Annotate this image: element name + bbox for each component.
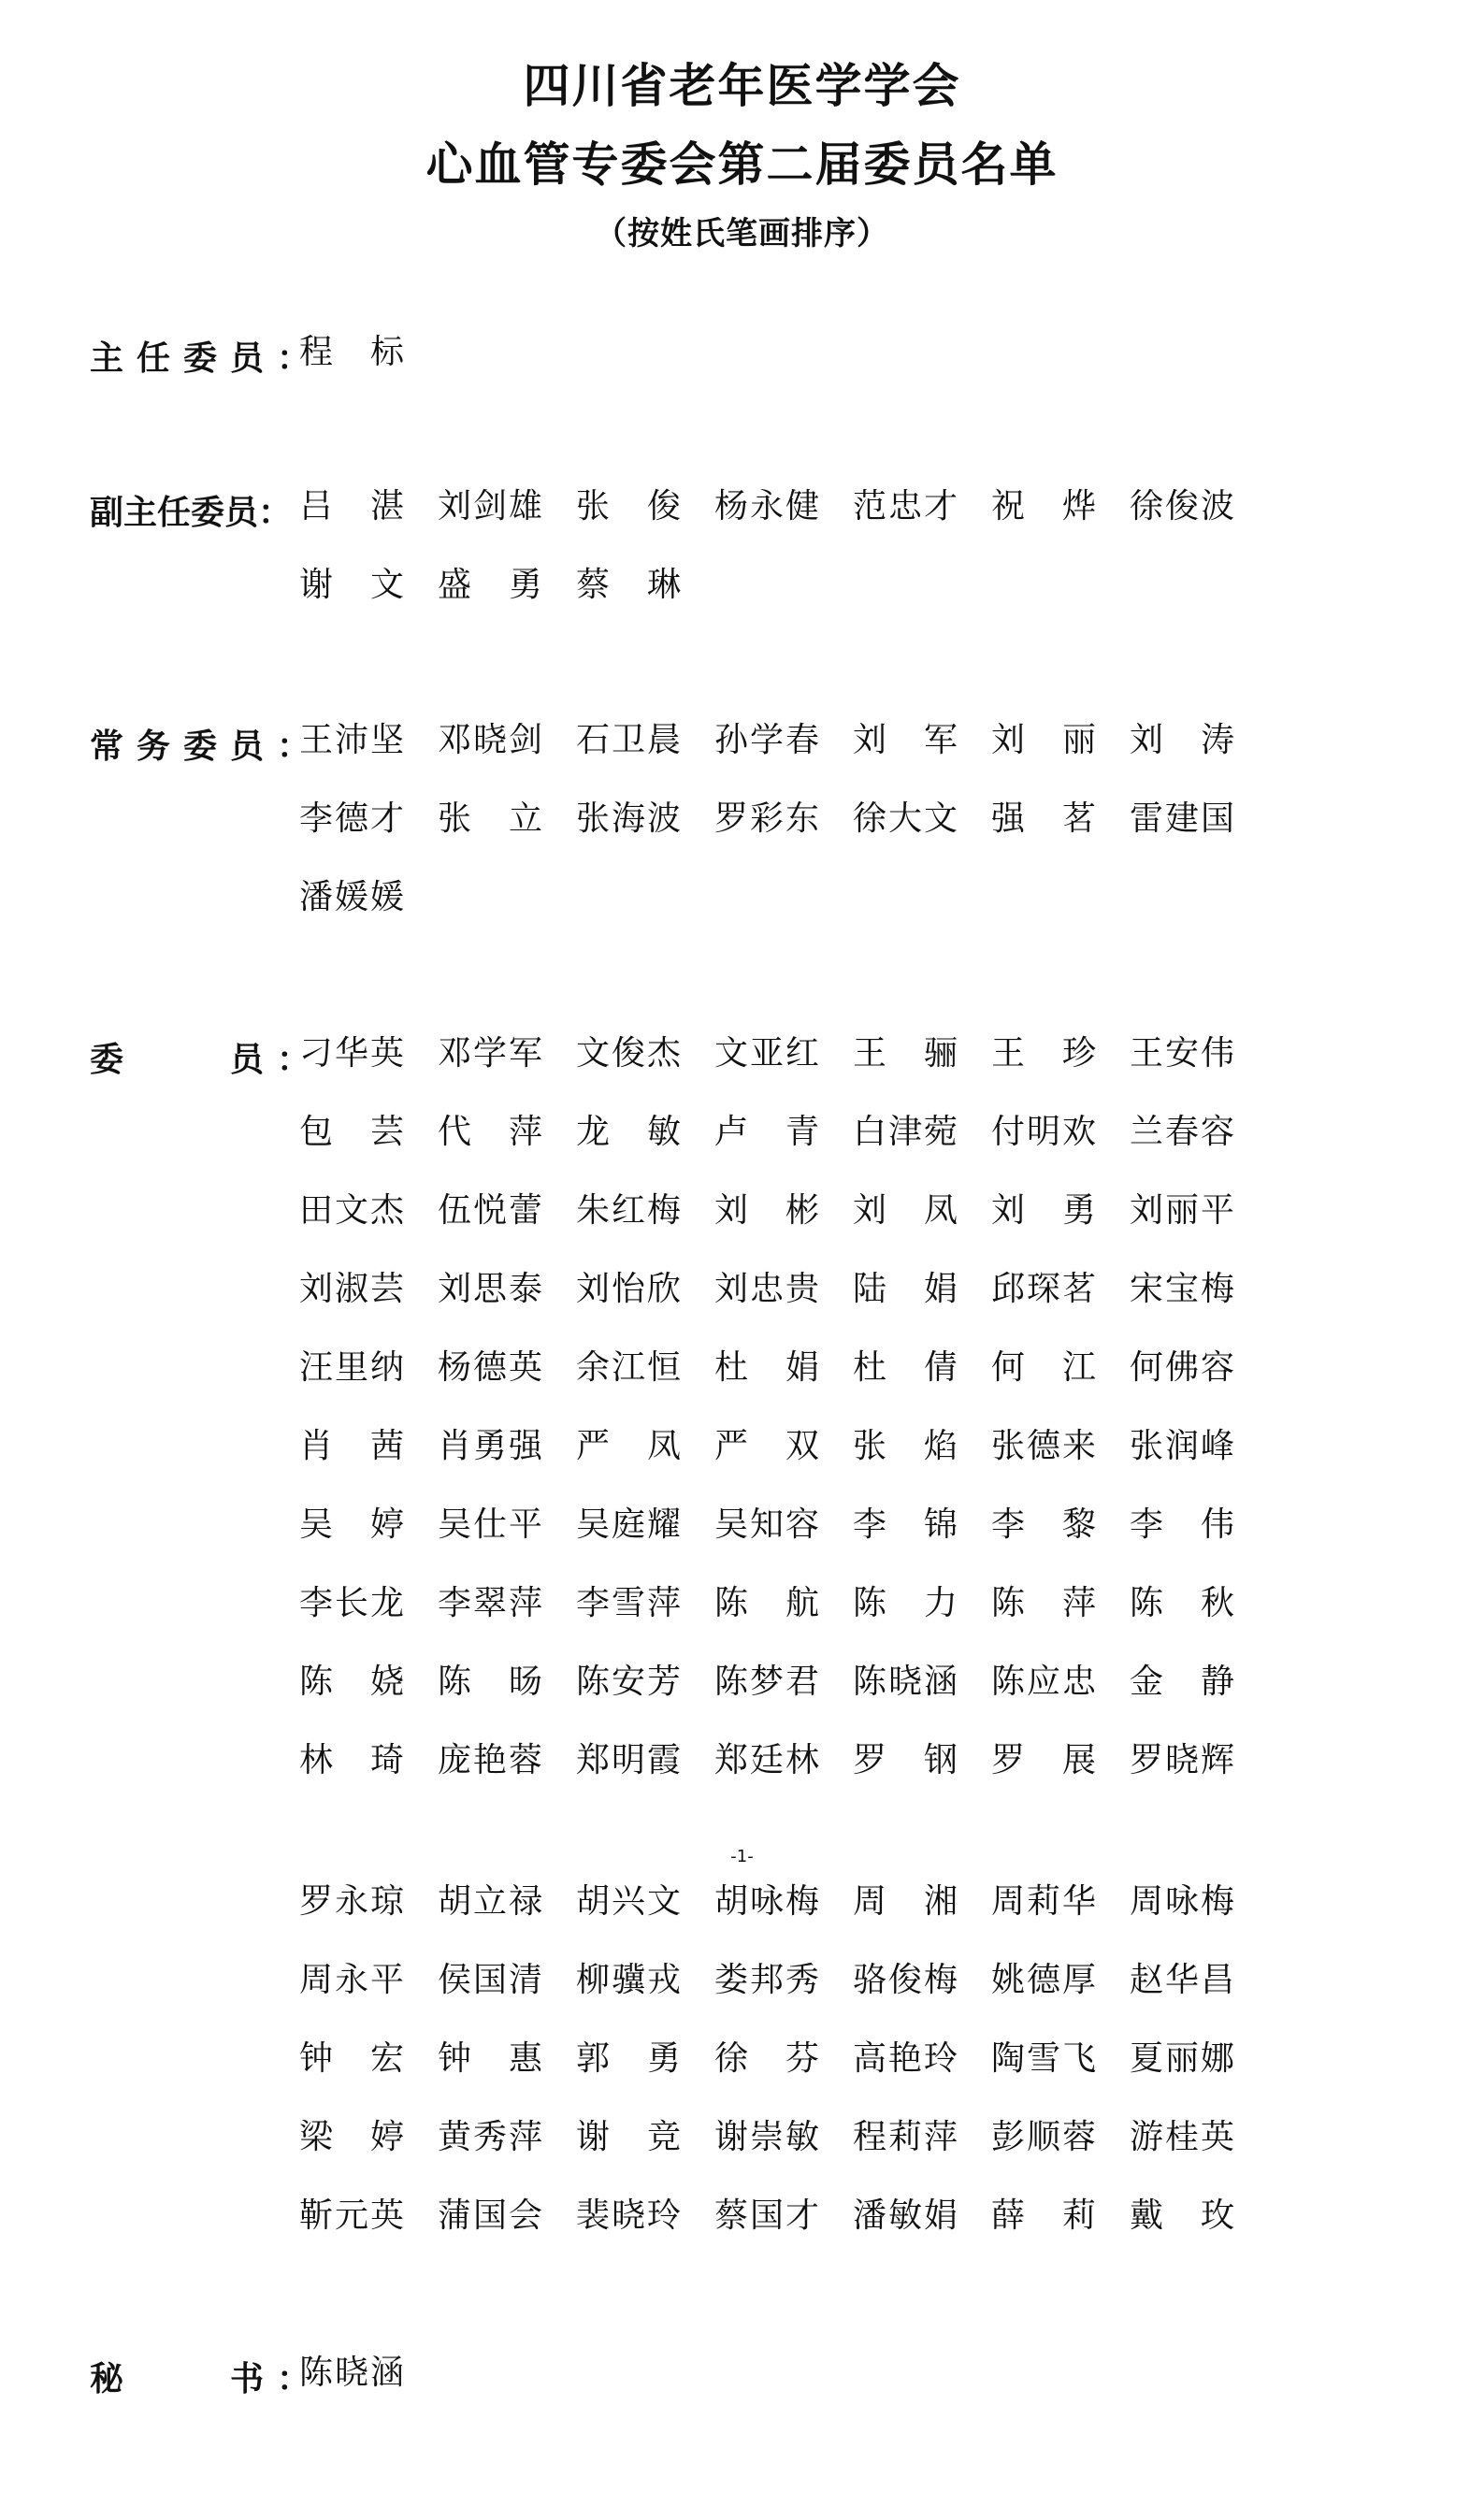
- member-name: 陶雪飞: [991, 2039, 1096, 2078]
- member-name: 杜 娟: [714, 1348, 819, 1387]
- document-subtitle: （按姓氏笔画排序）: [595, 215, 889, 252]
- vice-director-names: [299, 486, 1272, 643]
- document-title-line-1: 四川省老年医学学会: [523, 58, 961, 113]
- member-name: 陈 秋: [1130, 1584, 1234, 1622]
- member-name: 范忠才: [853, 487, 958, 526]
- secretary-names: [299, 2353, 1272, 2431]
- member-name: 钟 宏: [299, 2039, 404, 2078]
- member-name: 肖勇强: [438, 1427, 542, 1465]
- member-name: 刘忠贵: [714, 1270, 819, 1308]
- member-name: 田文杰: [299, 1191, 404, 1230]
- member-name: 李 锦: [853, 1505, 958, 1544]
- member-name: 余江恒: [576, 1348, 681, 1387]
- member-name: 刘 涛: [1130, 721, 1234, 759]
- member-name: 刁华英: [299, 1034, 404, 1073]
- member-name: 林 琦: [299, 1741, 404, 1779]
- member-name: 徐 芬: [714, 2039, 819, 2078]
- member-name: 龙 敏: [576, 1113, 681, 1151]
- member-name: 谢 文: [299, 566, 404, 604]
- member-name: 王 珍: [991, 1034, 1096, 1073]
- member-name: 朱红梅: [576, 1191, 681, 1230]
- member-name: 陈晓涵: [299, 2354, 404, 2392]
- member-name: 郭 勇: [576, 2039, 681, 2078]
- member-name: 徐大文: [853, 799, 958, 838]
- member-name: 张润峰: [1130, 1427, 1234, 1465]
- member-name: 程 标: [299, 333, 404, 371]
- member-name: 骆俊梅: [853, 1961, 958, 1999]
- member-name: 高艳玲: [853, 2039, 958, 2078]
- member-name: 刘 军: [853, 721, 958, 759]
- member-name: 吴 婷: [299, 1505, 404, 1544]
- member-name: 何 江: [991, 1348, 1096, 1387]
- member-name: 姚德厚: [991, 1961, 1096, 1999]
- member-name: 陈梦君: [714, 1663, 819, 1701]
- member-name: 代 萍: [438, 1113, 542, 1151]
- member-name: 王沛坚: [299, 721, 404, 759]
- member-name: 周永平: [299, 1961, 404, 1999]
- member-name: 严 凤: [576, 1427, 681, 1465]
- member-name: 靳元英: [299, 2196, 404, 2235]
- member-name: 罗 钢: [853, 1741, 958, 1779]
- member-name: 罗永琼: [299, 1882, 404, 1921]
- member-name: 钟 惠: [438, 2039, 542, 2078]
- member-name: 刘淑芸: [299, 1270, 404, 1308]
- member-name: 祝 烨: [991, 487, 1096, 526]
- member-name: 潘敏娟: [853, 2196, 958, 2235]
- member-name: 陈 旸: [438, 1663, 542, 1701]
- member-name: 强 茗: [991, 799, 1096, 838]
- member-name: 陈 萍: [991, 1584, 1096, 1622]
- member-name: 严 双: [714, 1427, 819, 1465]
- page-number: -1-: [730, 1847, 754, 1866]
- member-name: 梁 婷: [299, 2118, 404, 2156]
- member-name: 兰春容: [1130, 1113, 1234, 1151]
- member-name: 郑明霞: [576, 1741, 681, 1779]
- member-name: 蔡 琳: [576, 566, 681, 604]
- member-name: 付明欢: [991, 1113, 1096, 1151]
- member-name: 邱琛茗: [991, 1270, 1096, 1308]
- member-name: 刘 丽: [991, 721, 1096, 759]
- vice-director-label: 副主任委员：: [90, 493, 293, 532]
- member-name: 郑廷林: [714, 1741, 819, 1779]
- member-name: 罗彩东: [714, 799, 819, 838]
- member-name: 戴 玫: [1130, 2196, 1234, 2235]
- member-name: 程莉萍: [853, 2118, 958, 2156]
- member-name: 刘思泰: [438, 1270, 542, 1308]
- member-name: 包 芸: [299, 1113, 404, 1151]
- member-name: 谢 竞: [576, 2118, 681, 2156]
- member-name: 蒲国会: [438, 2196, 542, 2235]
- member-name: 李德才: [299, 799, 404, 838]
- member-name: 陈 力: [853, 1584, 958, 1622]
- member-name: 吴仕平: [438, 1505, 542, 1544]
- member-name: 伍悦蕾: [438, 1191, 542, 1230]
- member-name: 刘 彬: [714, 1191, 819, 1230]
- member-name: 张 立: [438, 799, 542, 838]
- member-name: 刘怡欣: [576, 1270, 681, 1308]
- member-name: 杜 倩: [853, 1348, 958, 1387]
- member-name: 周咏梅: [1130, 1882, 1234, 1921]
- member-name: 徐俊波: [1130, 487, 1234, 526]
- member-name: 游桂英: [1130, 2118, 1234, 2156]
- member-name: 白津菀: [853, 1113, 958, 1151]
- member-name: 陈应忠: [991, 1663, 1096, 1701]
- member-name: 刘 勇: [991, 1191, 1096, 1230]
- member-name: 蔡国才: [714, 2196, 819, 2235]
- member-name: 侯国清: [438, 1961, 542, 1999]
- member-name: 雷建国: [1130, 799, 1234, 838]
- member-name: 孙学春: [714, 721, 819, 759]
- member-name: 王安伟: [1130, 1034, 1234, 1073]
- member-name: 薛 莉: [991, 2196, 1096, 2235]
- member-name: 李长龙: [299, 1584, 404, 1622]
- document-title-line-2: 心血管专委会第二届委员名单: [425, 137, 1059, 192]
- member-name: 金 静: [1130, 1663, 1234, 1701]
- member-name: 李 黎: [991, 1505, 1096, 1544]
- member-name: 柳骥戎: [576, 1961, 681, 1999]
- member-name: 娄邦秀: [714, 1961, 819, 1999]
- member-name: 罗晓辉: [1130, 1741, 1234, 1779]
- member-name: 胡咏梅: [714, 1882, 819, 1921]
- member-name: 刘 凤: [853, 1191, 958, 1230]
- member-name: 王 骊: [853, 1034, 958, 1073]
- member-name: 潘媛媛: [299, 878, 404, 916]
- member-name: 刘丽平: [1130, 1191, 1234, 1230]
- member-name: 李雪萍: [576, 1584, 681, 1622]
- member-name: 罗 展: [991, 1741, 1096, 1779]
- member-name: 胡兴文: [576, 1882, 681, 1921]
- member-name: 杨德英: [438, 1348, 542, 1387]
- standing-member-names: [299, 720, 1272, 956]
- member-name: 胡立禄: [438, 1882, 542, 1921]
- member-name: 李翠萍: [438, 1584, 542, 1622]
- member-name: 杨永健: [714, 487, 819, 526]
- member-name: 邓晓剑: [438, 721, 542, 759]
- member-name: 吴庭耀: [576, 1505, 681, 1544]
- member-name: 黄秀萍: [438, 2118, 542, 2156]
- member-name: 石卫晨: [576, 721, 681, 759]
- member-name: 夏丽娜: [1130, 2039, 1234, 2078]
- member-name: 张 俊: [576, 487, 681, 526]
- director-names: [299, 332, 1272, 410]
- standing-member-label: 常务委员：: [90, 727, 324, 766]
- member-name: 周 湘: [853, 1882, 958, 1921]
- member-names-page-2: [299, 1881, 1272, 2274]
- member-name: 吕 湛: [299, 487, 404, 526]
- member-name: 张 焰: [853, 1427, 958, 1465]
- member-name: 肖 茜: [299, 1427, 404, 1465]
- member-name: 陈安芳: [576, 1663, 681, 1701]
- member-name: 李 伟: [1130, 1505, 1234, 1544]
- member-name: 文俊杰: [576, 1034, 681, 1073]
- member-names-page-1: [299, 1033, 1272, 1819]
- member-name: 宋宝梅: [1130, 1270, 1234, 1308]
- member-name: 陈 娆: [299, 1663, 404, 1701]
- member-name: 周莉华: [991, 1882, 1096, 1921]
- member-name: 张德来: [991, 1427, 1096, 1465]
- member-name: 陆 娟: [853, 1270, 958, 1308]
- member-name: 彭顺蓉: [991, 2118, 1096, 2156]
- member-name: 文亚红: [714, 1034, 819, 1073]
- member-name: 陈晓涵: [853, 1663, 958, 1701]
- member-name: 裴晓玲: [576, 2196, 681, 2235]
- member-name: 庞艳蓉: [438, 1741, 542, 1779]
- member-name: 陈 航: [714, 1584, 819, 1622]
- director-label: 主任委员：: [90, 338, 324, 378]
- member-name: 何佛容: [1130, 1348, 1234, 1387]
- member-name: 盛 勇: [438, 566, 542, 604]
- member-name: 刘剑雄: [438, 487, 542, 526]
- secretary-label: 秘 书：: [90, 2359, 324, 2398]
- member-name: 邓学军: [438, 1034, 542, 1073]
- member-name: 赵华昌: [1130, 1961, 1234, 1999]
- member-name: 谢崇敏: [714, 2118, 819, 2156]
- member-name: 吴知容: [714, 1505, 819, 1544]
- member-name: 张海波: [576, 799, 681, 838]
- member-name: 卢 青: [714, 1113, 819, 1151]
- member-name: 汪里纳: [299, 1348, 404, 1387]
- member-label: 委 员：: [90, 1040, 324, 1079]
